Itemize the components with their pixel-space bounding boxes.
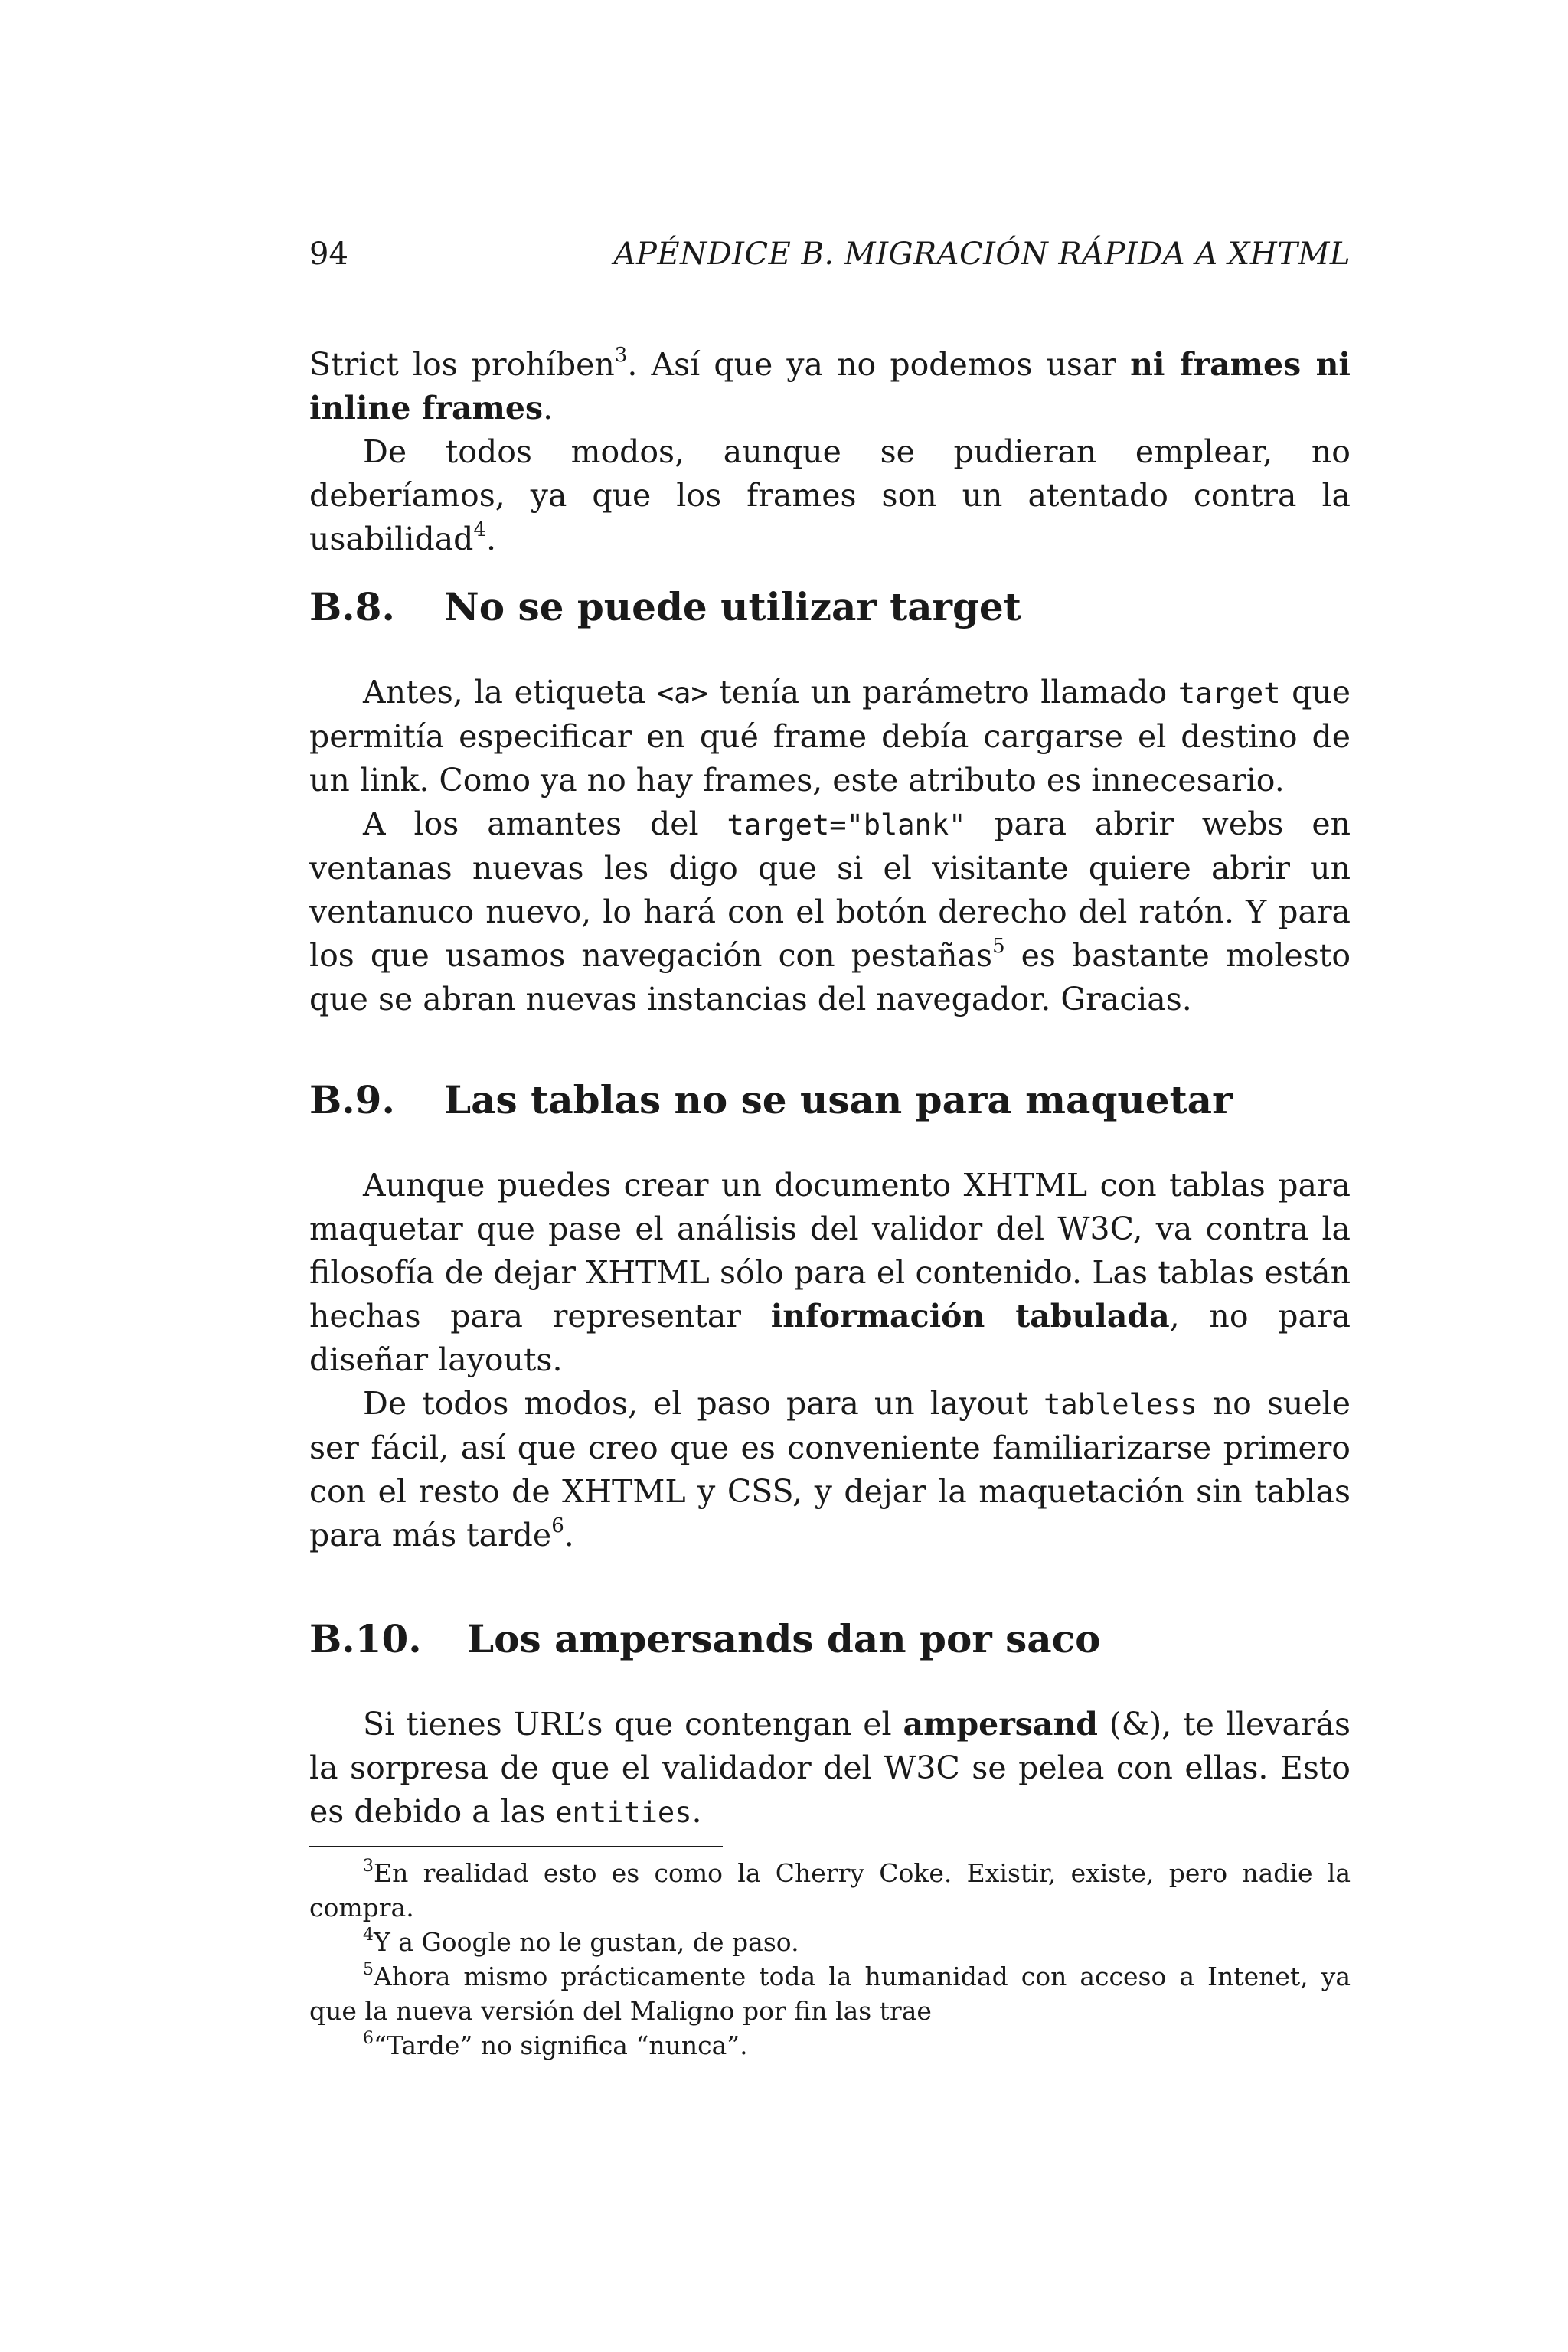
b9-paragraph-2: De todos modos, el paso para un layout tableless no suele ser fácil, así que creo que es conveniente familiarizarse primero con el resto de XHTML y CSS, y dejar la maquetación sin tablas para más tarde$^6$.	[309, 1385, 1351, 1553]
section-heading-b8	[309, 580, 1351, 634]
section-title: Los ampersands dan por saco	[467, 1616, 1101, 1661]
footnote-5: $^5$Ahora mismo prácticamente toda la humanidad con acceso a Intenet, ya que la nueva versión del Maligno por fin las trae	[309, 1960, 1351, 2026]
code-inline: tableless	[1044, 1388, 1197, 1421]
footnote-3: $^3$En realidad esto es como la Cherry Coke. Existir, existe, pero nadie la compra.	[309, 1857, 1351, 1922]
section-heading-b9	[309, 1073, 1351, 1127]
footnote-6: $^6$“Tarde” no significa “nunca”.	[363, 2029, 748, 2060]
section-number: B.10.	[309, 1616, 422, 1661]
footnote-mark: 6	[363, 2029, 374, 2048]
section-title: No se puede utilizar target	[444, 584, 1021, 629]
b10-paragraph-1: Si tienes URL’s que contengan el ampersand (&), te llevarás la sorpresa de que el validador del W3C se pelea con ellas. Esto es debido a las entities.	[309, 1706, 1351, 1830]
bold-phrase: ni frames ni inline frames	[309, 346, 1351, 426]
intro-text	[309, 343, 1351, 561]
section-b9-body	[309, 1164, 1351, 1557]
footnote-rule	[309, 1846, 723, 1847]
section-b10-body	[309, 1703, 1351, 1834]
footnote-ref-5: 5	[992, 935, 1005, 958]
section-b8-body	[309, 671, 1351, 1021]
footnote-mark: 5	[363, 1960, 374, 1979]
running-header	[309, 230, 1351, 279]
b8-paragraph-1: Antes, la etiqueta <a> tenía un parámetro llamado target que permitía especificar en qué frame debía cargarse el destino de un link. Como ya no hay frames, este atributo es innecesario.	[309, 674, 1351, 799]
footnote-ref-6: 6	[551, 1514, 564, 1537]
section-heading-b10	[309, 1612, 1351, 1666]
footnote-4: $^4$Y a Google no le gustan, de paso.	[363, 1926, 799, 1957]
intro-paragraph-2: De todos modos, aunque se pudieran emplear, no deberíamos, ya que los frames son un atentado contra la usabilidad$^4$.	[309, 433, 1351, 557]
section-number: B.8.	[309, 584, 395, 629]
bold-phrase: ampersand	[903, 1706, 1098, 1743]
code-inline: <a>	[656, 677, 708, 710]
code-inline: target="blank"	[727, 808, 966, 841]
code-inline: entities	[555, 1796, 692, 1829]
b8-paragraph-2: A los amantes del target="blank" para abrir webs en ventanas nuevas les digo que si el visitante quiere abrir un ventanuco nuevo, lo hará con el botón derecho del ratón. Y para los que usamos navegación con pestañas$^5$ es bastante molesto que se abran nuevas instancias del navegador. Gracias.	[309, 805, 1351, 1018]
page-number: 94	[309, 237, 348, 272]
section-title: Las tablas no se usan para maquetar	[444, 1077, 1233, 1122]
footnote-ref-4: 4	[473, 518, 486, 541]
code-inline: target	[1178, 677, 1281, 710]
running-title: APÉNDICE B. MIGRACIÓN RÁPIDA A XHTML	[613, 237, 1351, 272]
intro-paragraph-1: Strict los prohíben$^3$. Así que ya no podemos usar ni frames ni inline frames.	[309, 344, 1351, 426]
bold-phrase: información tabulada	[770, 1298, 1170, 1334]
footnote-mark: 3	[363, 1857, 374, 1876]
footnote-mark: 4	[363, 1926, 374, 1945]
footnote-ref-3: 3	[614, 344, 628, 367]
section-number: B.9.	[309, 1077, 395, 1122]
b9-paragraph-1: Aunque puedes crear un documento XHTML con tablas para maquetar que pase el análisis del validor del W3C, va contra la filosofía de dejar XHTML sólo para el contenido. Las tablas están hechas para representar información tabulada, no para diseñar layouts.	[309, 1167, 1351, 1378]
